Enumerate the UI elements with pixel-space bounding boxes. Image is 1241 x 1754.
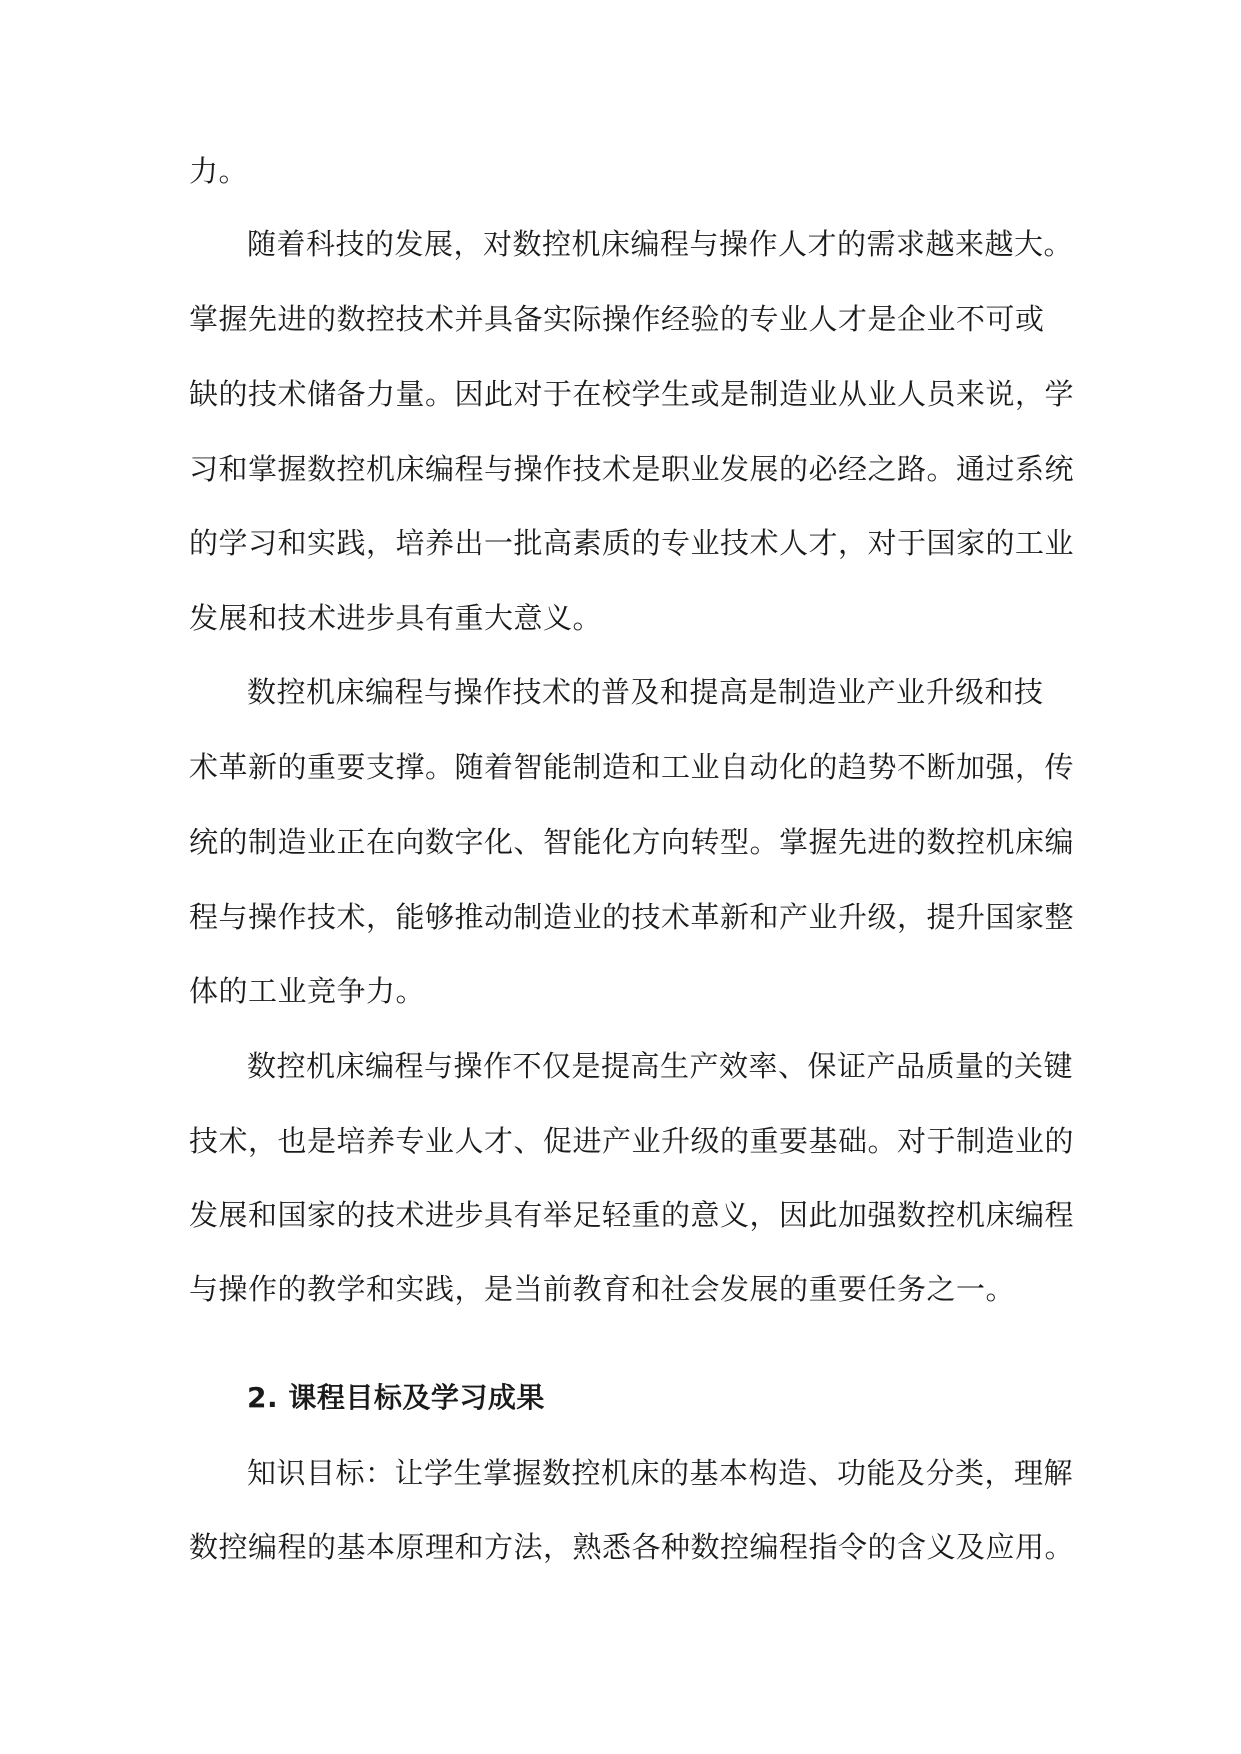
text-line: 数控编程的基本原理和方法，熟悉各种数控编程指令的含义及应用。: [189, 1530, 1075, 1564]
text-line: 的学习和实践，培养出一批高素质的专业技术人才，对于国家的工业: [189, 526, 1075, 560]
text-line: 发展和技术进步具有重大意义。: [189, 601, 603, 635]
text-line: 习和掌握数控机床编程与操作技术是职业发展的必经之路。通过系统: [189, 452, 1075, 486]
text-line: 数控机床编程与操作技术的普及和提高是制造业产业升级和技: [247, 675, 1044, 709]
text-line: 体的工业竞争力。: [189, 974, 426, 1008]
text-line: 缺的技术储备力量。因此对于在校学生或是制造业从业人员来说，学: [189, 377, 1075, 411]
section-heading: 2. 课程目标及学习成果: [247, 1381, 545, 1414]
text-line: 技术，也是培养专业人才、促进产业升级的重要基础。对于制造业的: [189, 1124, 1075, 1158]
text-line: 术革新的重要支撑。随着智能制造和工业自动化的趋势不断加强，传: [189, 750, 1075, 784]
text-line: 程与操作技术，能够推动制造业的技术革新和产业升级，提升国家整: [189, 900, 1075, 934]
text-line: 与操作的教学和实践，是当前教育和社会发展的重要任务之一。: [189, 1272, 1016, 1306]
text-line: 知识目标：让学生掌握数控机床的基本构造、功能及分类，理解: [247, 1456, 1074, 1490]
text-line: 统的制造业正在向数字化、智能化方向转型。掌握先进的数控机床编: [189, 825, 1075, 859]
text-line: 数控机床编程与操作不仅是提高生产效率、保证产品质量的关键: [247, 1049, 1074, 1083]
text-line: 力。: [189, 154, 249, 188]
text-line: 随着科技的发展，对数控机床编程与操作人才的需求越来越大。: [247, 227, 1074, 261]
text-line: 掌握先进的数控技术并具备实际操作经验的专业人才是企业不可或: [189, 302, 1045, 336]
text-line: 发展和国家的技术进步具有举足轻重的意义，因此加强数控机床编程: [189, 1198, 1075, 1232]
